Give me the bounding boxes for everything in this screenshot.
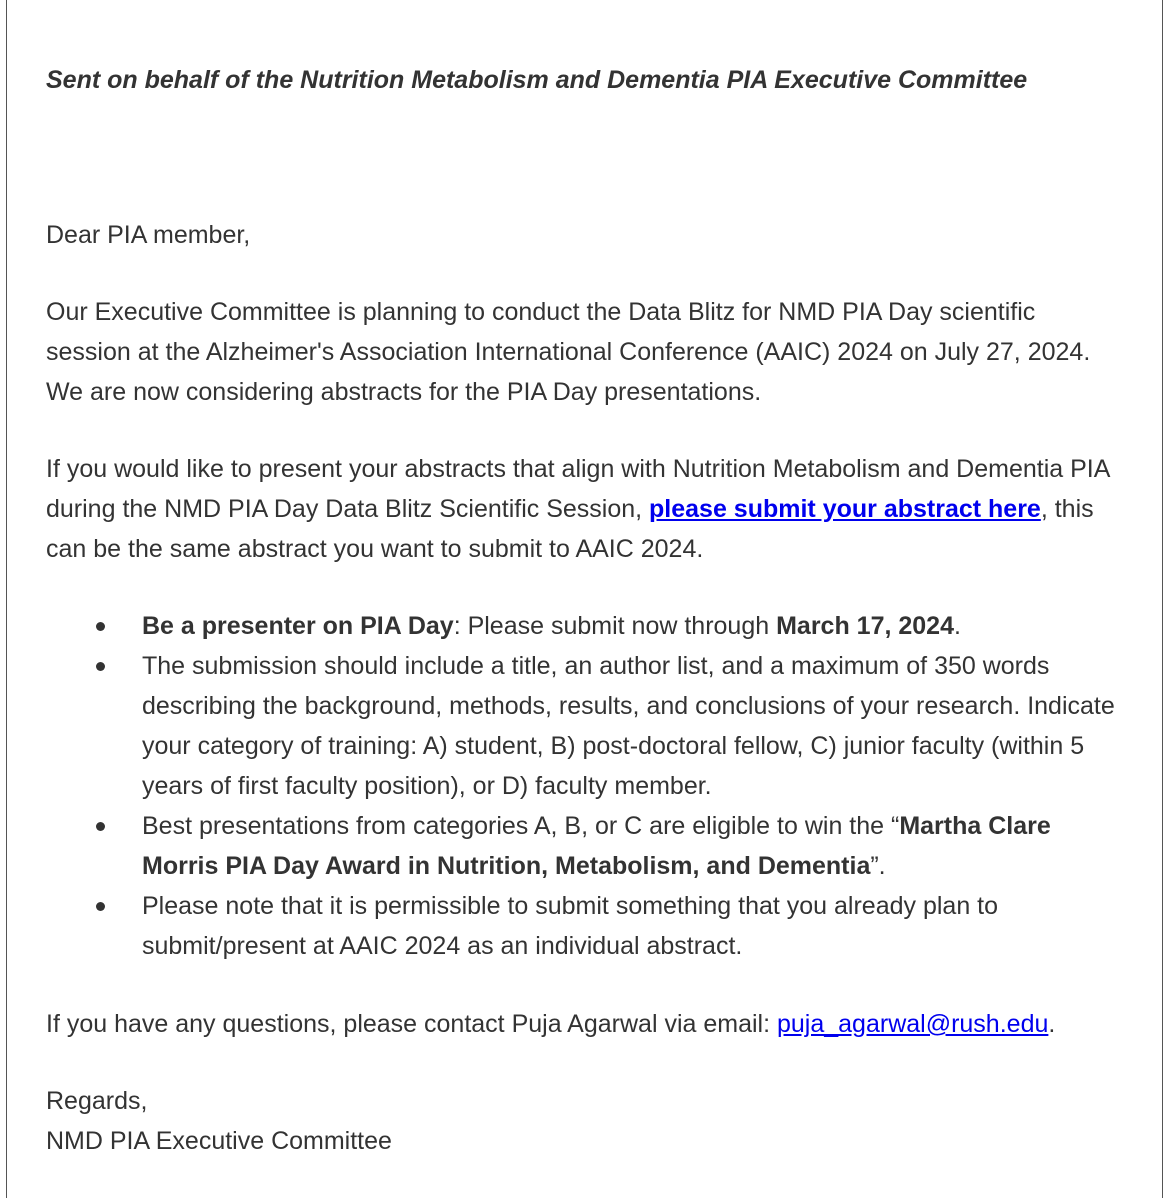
list-item	[46, 606, 1121, 646]
submit-abstract-link[interactable]: please submit your abstract here	[649, 495, 1041, 523]
list-item	[46, 646, 1121, 806]
bullet-icon	[96, 902, 105, 911]
list-item	[46, 806, 1121, 886]
submission-text-start: If you would like to present your abstracts that align with Nutrition Metabolism and Dementia PIA during the NMD PIA Day Data Blitz Scientific Session,	[46, 455, 1110, 523]
sent-on-behalf-heading: Sent on behalf of the Nutrition Metabolism and Dementia PIA Executive Committee	[46, 66, 1028, 94]
deadline-text: : Please submit now through	[453, 612, 777, 640]
submission-paragraph	[46, 449, 1121, 569]
closing: Regards,	[46, 1087, 148, 1115]
intro-paragraph: Our Executive Committee is planning to conduct the Data Blitz for NMD PIA Day scientific session at the Alzheimer's Association International Conference (AAIC) 2024 on July 27, 2024. We are now considering abstracts for the PIA Day presentations.	[46, 298, 1091, 406]
deadline-end: .	[954, 612, 961, 640]
contact-paragraph	[46, 1004, 1121, 1044]
submission-requirements: The submission should include a title, an author list, and a maximum of 350 words describing the background, methods, results, and conclusions of your research. Indicate your category of training: A) student, B) post-doctoral fellow, C) junior faculty (within 5 years of first faculty position), or D) faculty member.	[142, 652, 1115, 800]
submission-text-end: , this can be the same abstract you want to submit to AAIC 2024.	[46, 495, 1094, 563]
signature: NMD PIA Executive Committee	[46, 1127, 392, 1155]
contact-end: .	[1048, 1010, 1056, 1038]
list-item	[46, 886, 1121, 966]
bullet-icon	[96, 622, 105, 631]
contact-text: If you have any questions, please contact Puja Agarwal via email:	[46, 1010, 777, 1038]
greeting: Dear PIA member,	[46, 221, 251, 249]
presenter-label: Be a presenter on PIA Day	[142, 612, 454, 640]
details-bullet-list	[46, 606, 1121, 966]
award-end: ”.	[870, 852, 886, 880]
award-text: Best presentations from categories A, B, or C are eligible to win the “	[142, 812, 900, 840]
deadline-date: March 17, 2024	[776, 612, 954, 640]
permissible-note: Please note that it is permissible to submit something that you already plan to submit/present at AAIC 2024 as an individual abstract.	[142, 892, 999, 960]
bullet-icon	[96, 822, 105, 831]
bullet-icon	[96, 662, 105, 671]
contact-email-link[interactable]: puja_agarwal@rush.edu	[776, 1010, 1049, 1038]
award-name: Martha Clare Morris PIA Day Award in Nutrition, Metabolism, and Dementia	[142, 812, 1051, 880]
